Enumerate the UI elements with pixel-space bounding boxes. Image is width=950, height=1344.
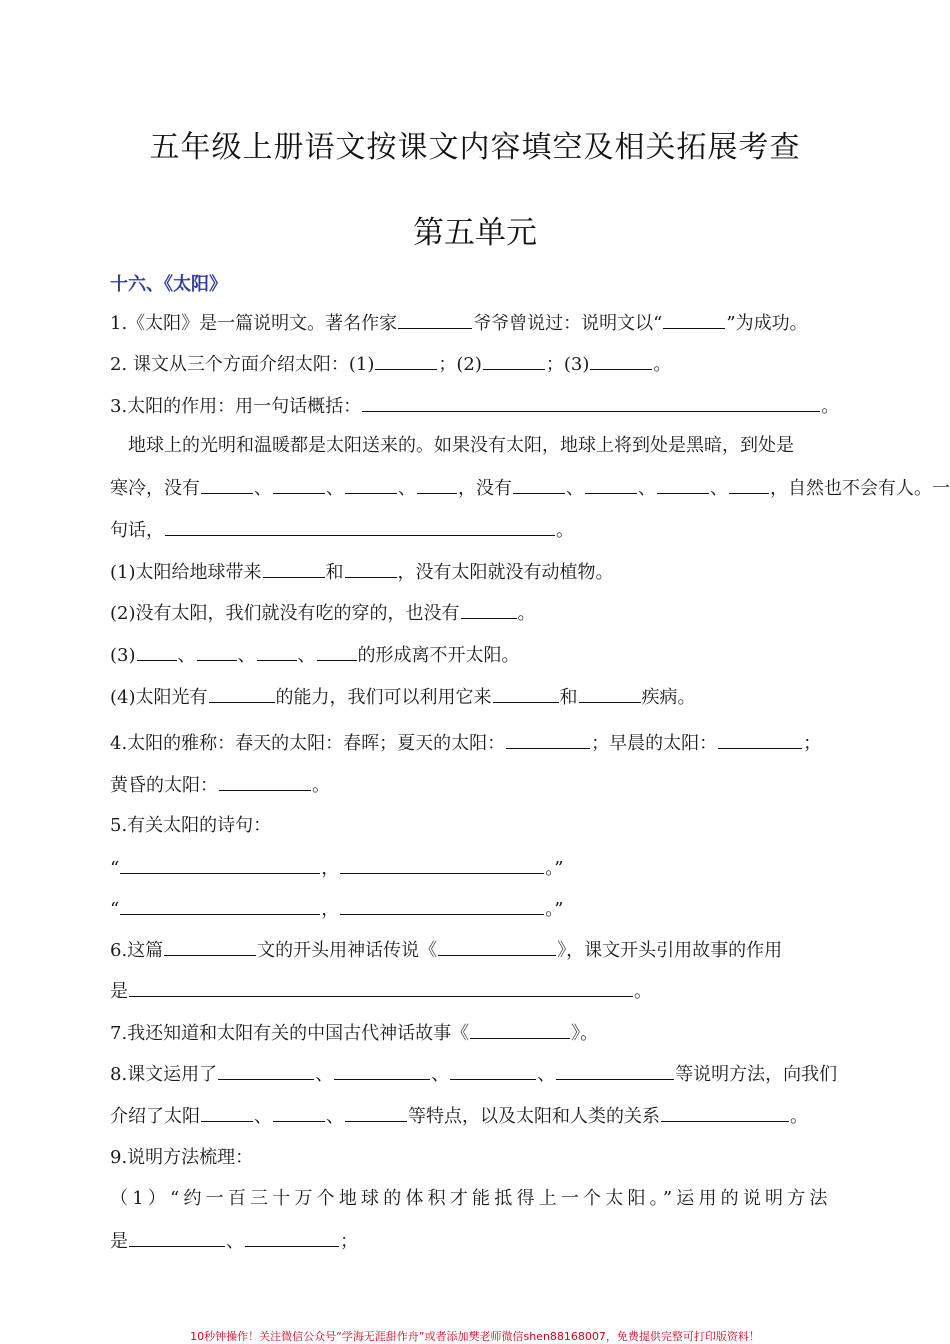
- blank[interactable]: [483, 351, 545, 370]
- blank[interactable]: [506, 730, 590, 749]
- blank[interactable]: [120, 855, 320, 874]
- blank[interactable]: [345, 559, 397, 578]
- blank[interactable]: [663, 310, 725, 329]
- blank[interactable]: [218, 1061, 314, 1080]
- blank[interactable]: [317, 642, 357, 661]
- lesson-heading: 十六、《太阳》: [110, 274, 227, 295]
- footer-notice: 10秒钟操作！关注微信公众号“学海无涯甜作舟”或者添加樊老师微信shen88168007，免费提供完整可打印版资料！: [190, 1330, 760, 1343]
- blank[interactable]: [657, 475, 709, 494]
- question-3: 3.太阳的作用：用一句话概括： 。: [110, 393, 850, 420]
- blank[interactable]: [164, 937, 256, 956]
- poem-line-1: “ ， 。”: [110, 855, 850, 882]
- blank[interactable]: [718, 730, 802, 749]
- question-2: 2. 课文从三个方面介绍太阳：(1) ；(2) ；(3) 。: [110, 351, 850, 378]
- question-7: 7.我还知道和太阳有关的中国古代神话故事《 》。: [110, 1020, 850, 1047]
- unit-title: 第五单元: [413, 215, 537, 251]
- question-8: 8.课文运用了 、 、 、 等说明方法，向我们: [110, 1061, 850, 1088]
- blank[interactable]: [513, 475, 565, 494]
- blank[interactable]: [345, 1103, 407, 1122]
- blank[interactable]: [556, 1061, 674, 1080]
- blank[interactable]: [201, 1103, 253, 1122]
- blank[interactable]: [209, 684, 275, 703]
- question-9: 9.说明方法梳理：: [110, 1147, 254, 1168]
- blank[interactable]: [334, 1061, 430, 1080]
- question-9-1-cont: 是 、 ；: [110, 1228, 850, 1255]
- blank[interactable]: [137, 642, 177, 661]
- blank[interactable]: [273, 1103, 325, 1122]
- sub-question-2: (2)没有太阳，我们就没有吃的穿的，也没有 。: [110, 600, 850, 627]
- paragraph-line-3: 句话， 。: [110, 517, 850, 544]
- blank[interactable]: [470, 1020, 570, 1039]
- question-5: 5.有关太阳的诗句：: [110, 815, 272, 836]
- blank[interactable]: [375, 351, 437, 370]
- blank[interactable]: [398, 310, 472, 329]
- blank[interactable]: [340, 855, 544, 874]
- sub-question-4: (4)太阳光有 的能力，我们可以利用它来 和 疾病。: [110, 684, 850, 711]
- poem-line-2: “ ， 。”: [110, 896, 850, 923]
- blank[interactable]: [120, 896, 320, 915]
- question-6-cont: 是 。: [110, 978, 850, 1005]
- blank[interactable]: [219, 772, 311, 791]
- question-9-1: （1）“约一百三十万个地球的体积才能抵得上一个太阳。”运用的说明方法: [110, 1188, 832, 1209]
- sub-question-1: (1)太阳给地球带来 和 ，没有太阳就没有动植物。: [110, 559, 850, 586]
- blank[interactable]: [362, 393, 820, 412]
- blank[interactable]: [165, 517, 555, 536]
- blank[interactable]: [345, 475, 397, 494]
- blank[interactable]: [661, 1103, 789, 1122]
- paragraph-line-2: 寒冷，没有 、 、 、 ，没有 、 、 、 ，自然也不会有人。一: [110, 475, 850, 502]
- blank[interactable]: [579, 684, 641, 703]
- blank[interactable]: [129, 978, 633, 997]
- blank[interactable]: [450, 1061, 536, 1080]
- blank[interactable]: [129, 1228, 225, 1247]
- paragraph-line-1: 地球上的光明和温暖都是太阳送来的。如果没有太阳，地球上将到处是黑暗，到处是: [128, 435, 794, 456]
- question-4: 4.太阳的雅称：春天的太阳：春晖；夏天的太阳： ；早晨的太阳： ；: [110, 730, 850, 757]
- blank[interactable]: [201, 475, 253, 494]
- blank[interactable]: [417, 475, 457, 494]
- blank[interactable]: [729, 475, 769, 494]
- blank[interactable]: [438, 937, 556, 956]
- blank[interactable]: [263, 559, 325, 578]
- blank[interactable]: [245, 1228, 339, 1247]
- blank[interactable]: [340, 896, 544, 915]
- page-title: 五年级上册语文按课文内容填空及相关拓展考查: [149, 130, 801, 165]
- blank[interactable]: [461, 600, 517, 619]
- blank[interactable]: [493, 684, 559, 703]
- blank[interactable]: [257, 642, 297, 661]
- question-4-cont: 黄昏的太阳： 。: [110, 772, 850, 799]
- question-6: 6.这篇 文的开头用神话传说《 》，课文开头引用故事的作用: [110, 937, 850, 964]
- blank[interactable]: [273, 475, 325, 494]
- question-8-cont: 介绍了太阳 、 、 等特点，以及太阳和人类的关系 。: [110, 1103, 850, 1130]
- sub-question-3: (3) 、 、 、 的形成离不开太阳。: [110, 642, 850, 669]
- blank[interactable]: [590, 351, 652, 370]
- blank[interactable]: [197, 642, 237, 661]
- question-1: 1.《太阳》是一篇说明文。著名作家 爷爷曾说过：说明文以“ ”为成功。: [110, 310, 850, 337]
- blank[interactable]: [585, 475, 637, 494]
